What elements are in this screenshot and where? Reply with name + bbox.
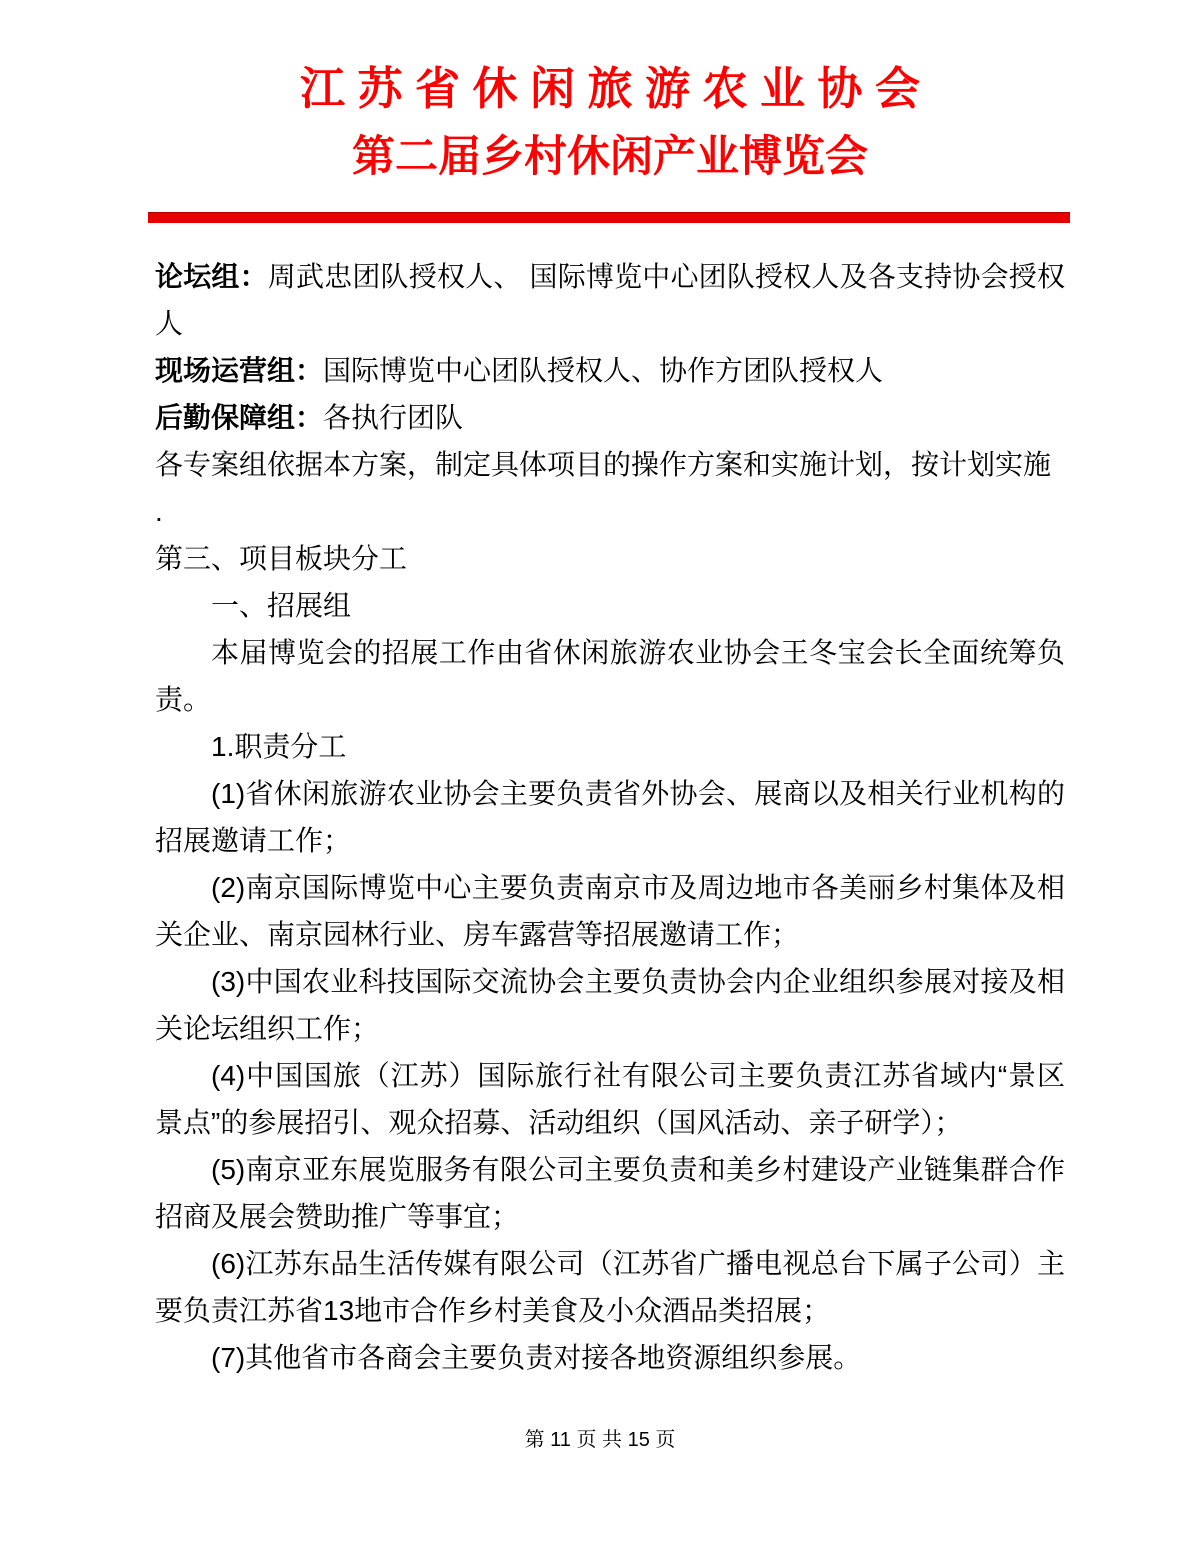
logistics-group-label: 后勤保障组： <box>155 402 324 433</box>
operations-group-text: 国际博览中心团队授权人、协作方团队授权人 <box>323 355 884 386</box>
event-title: 第二届乡村休闲产业博览会 <box>352 133 868 181</box>
duty-heading: 1.职责分工 <box>211 731 347 762</box>
red-divider-rule <box>148 212 1070 223</box>
duty-item-6: (6)江苏东品生活传媒有限公司（江苏省广播电视总台下属子公司）主要负责江苏省13地市合作乡村美食及小众酒品类招展； <box>155 1248 1065 1326</box>
duty-item-5: (5)南京亚东展览服务有限公司主要负责和美乡村建设产业链集群合作招商及展会赞助推广等事宜； <box>155 1154 1065 1232</box>
forum-group-label: 论坛组： <box>155 261 268 292</box>
duty-item-3: (3)中国农业科技国际交流协会主要负责协会内企业组织参展对接及相关论坛组织工作； <box>155 966 1065 1044</box>
section-heading: 第三、项目板块分工 <box>155 543 408 574</box>
stray-dot: . <box>155 496 163 527</box>
duty-item-2: (2)南京国际博览中心主要负责南京市及周边地市各美丽乡村集体及相关企业、南京园林行业、房车露营等招展邀请工作； <box>155 872 1065 950</box>
operations-group-label: 现场运营组： <box>155 355 324 386</box>
logistics-group-paragraph <box>155 394 1065 441</box>
operations-group-paragraph <box>155 347 1065 394</box>
document-header <box>155 0 1065 223</box>
page-footer <box>0 1425 1200 1455</box>
logistics-group-text: 各执行团队 <box>323 402 464 433</box>
duty-item-7: (7)其他省市各商会主要负责对接各地资源组织参展。 <box>211 1342 862 1373</box>
page-number: 第 11 页 共 15 页 <box>524 1429 676 1451</box>
org-title: 江 苏 省 休 闲 旅 游 农 业 协 会 <box>299 63 921 114</box>
forum-group-paragraph <box>155 253 1065 347</box>
duty-item-1: (1)省休闲旅游农业协会主要负责省外协会、展商以及相关行业机构的招展邀请工作； <box>155 778 1065 856</box>
document-body <box>155 253 1065 1381</box>
duty-item-4: (4)中国国旅（江苏）国际旅行社有限公司主要负责江苏省域内“景区景点”的参展招引、观众招募、活动组织（国风活动、亲子研学）； <box>155 1060 1065 1138</box>
intro-paragraph: 本届博览会的招展工作由省休闲旅游农业协会王冬宝会长全面统筹负责。 <box>155 637 1065 715</box>
forum-group-text: 周武忠团队授权人、 国际博览中心团队授权人及各支持协会授权人 <box>155 261 1065 339</box>
note-paragraph: 各专案组依据本方案，制定具体项目的操作方案和实施计划，按计划实施 <box>155 449 1052 480</box>
subsection-heading: 一、招展组 <box>211 590 352 621</box>
document-content <box>155 0 1065 1381</box>
